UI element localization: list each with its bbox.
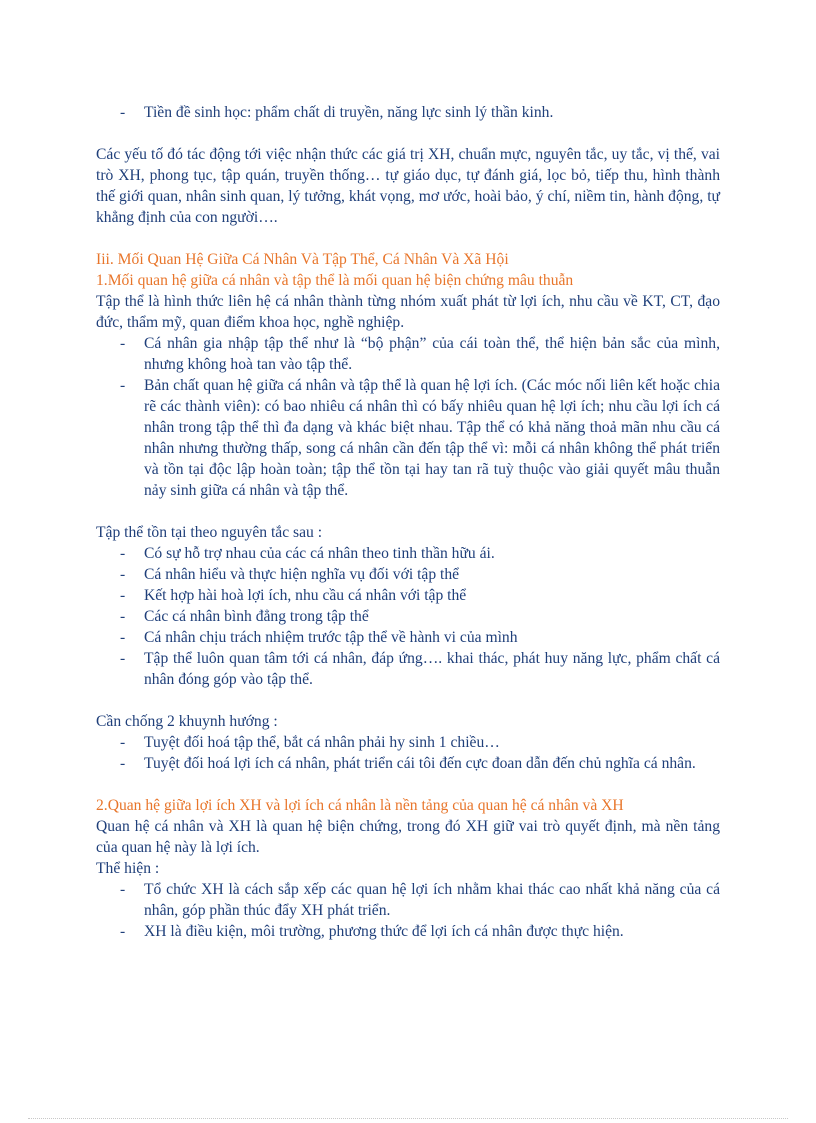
list-item-text: Tiền đề sinh học: phẩm chất di truyền, năng lực sinh lý thần kinh.: [144, 104, 554, 121]
list-item-text: Tuyệt đối hoá tập thể, bắt cá nhân phải hy sinh 1 chiều…: [144, 734, 500, 751]
list-item: [96, 648, 720, 690]
list-item: [96, 375, 720, 501]
list-item-text: Cá nhân hiểu và thực hiện nghĩa vụ đối với tập thể: [144, 566, 460, 583]
paragraph-society-relation: Quan hệ cá nhân và XH là quan hệ biện chứng, trong đó XH giữ vai trò quyết định, mà nền tảng của quan hệ này là lợi ích.: [96, 818, 720, 856]
list-item-text: Cá nhân chịu trách nhiệm trước tập thể về hành vi của mình: [144, 629, 518, 646]
collective-bullet-list: [96, 333, 720, 501]
subsection-heading-2: 2.Quan hệ giữa lợi ích XH và lợi ích cá nhân là nền tảng của quan hệ cá nhân và XH: [96, 797, 624, 814]
list-item: [96, 102, 720, 123]
subsection-heading-1: 1.Mối quan hệ giữa cá nhân và tập thể là mối quan hệ biện chứng mâu thuẫn: [96, 272, 574, 289]
bullet-dash: -: [120, 923, 126, 940]
list-item: [96, 564, 720, 585]
avoid-bullet-list: [96, 732, 720, 774]
bullet-dash: -: [120, 755, 126, 772]
page-bottom-divider: [28, 1118, 788, 1119]
list-item: [96, 753, 720, 774]
list-item-text: Tuyệt đối hoá lợi ích cá nhân, phát triển cái tôi đến cực đoan dẫn đến chủ nghĩa cá nhân.: [144, 755, 696, 772]
list-item: [96, 606, 720, 627]
paragraph-collective-definition: Tập thể là hình thức liên hệ cá nhân thành từng nhóm xuất phát từ lợi ích, nhu cầu về KT, CT, đạo đức, thẩm mỹ, quan điểm khoa học, nghề nghiệp.: [96, 293, 720, 331]
show-intro: Thể hiện :: [96, 860, 160, 877]
bullet-dash: -: [120, 650, 126, 667]
list-item: [96, 333, 720, 375]
list-item: [96, 879, 720, 921]
principles-intro: Tập thể tồn tại theo nguyên tắc sau :: [96, 524, 323, 541]
avoid-intro: Cần chống 2 khuynh hướng :: [96, 713, 278, 730]
bullet-dash: -: [120, 587, 126, 604]
list-item-text: XH là điều kiện, môi trường, phương thức để lợi ích cá nhân được thực hiện.: [144, 923, 624, 940]
list-item-text: Tổ chức XH là cách sắp xếp các quan hệ lợi ích nhằm khai thác cao nhất khả năng của cá nhân, góp phần thúc đẩy XH phát triển.: [144, 881, 720, 919]
bullet-dash: -: [120, 104, 126, 121]
list-item: [96, 732, 720, 753]
list-item-text: Các cá nhân bình đẳng trong tập thể: [144, 608, 369, 625]
list-item: [96, 627, 720, 648]
list-item-text: Tập thể luôn quan tâm tới cá nhân, đáp ứng…. khai thác, phát huy năng lực, phẩm chất cá nhân đóng góp vào tập thể.: [144, 650, 720, 688]
show-bullet-list: [96, 879, 720, 942]
list-item-text: Bản chất quan hệ giữa cá nhân và tập thể là quan hệ lợi ích. (Các móc nối liên kết hoặc chia rẽ các thành viên): có bao nhiêu cá nhân thì có bấy nhiêu quan hệ lợi ích; nhu cầu lợi ích cá nhân trong tập thể thì đa dạng và khác biệt nhau. Tập thể có khả năng thoả mãn nhu cầu cá nhân nhưng thường thấp, song cá nhân cần đến tập thể vì: mỗi cá nhân không thể phát triển và tồn tại độc lập hoàn toàn; tập thể tồn tại hay tan rã tuỳ thuộc vào giải quyết mâu thuẫn nảy sinh giữa cá nhân và tập thể.: [144, 377, 720, 499]
list-item-text: Cá nhân gia nhập tập thể như là “bộ phận” của cái toàn thể, thể hiện bản sắc của mình, nhưng không hoà tan vào tập thể.: [144, 335, 720, 373]
list-item: [96, 543, 720, 564]
bullet-dash: -: [120, 377, 126, 394]
intro-bullet-list: [96, 102, 720, 123]
paragraph-factors: Các yếu tố đó tác động tới việc nhận thức các giá trị XH, chuẩn mực, nguyên tắc, uy tắc, vị thế, vai trò XH, phong tục, tập quán, truyền thống… tự giáo dục, tự đánh giá, lọc bỏ, tiếp thu, hình thành thế giới quan, nhân sinh quan, lý tưởng, khát vọng, mơ ước, hoài bảo, ý chí, niềm tin, hành động, tự khẳng định của con người….: [96, 146, 720, 226]
list-item: [96, 585, 720, 606]
bullet-dash: -: [120, 734, 126, 751]
bullet-dash: -: [120, 545, 126, 562]
document-page: [96, 102, 720, 942]
bullet-dash: -: [120, 566, 126, 583]
principles-bullet-list: [96, 543, 720, 690]
bullet-dash: -: [120, 335, 126, 352]
bullet-dash: -: [120, 881, 126, 898]
list-item-text: Kết hợp hài hoà lợi ích, nhu cầu cá nhân với tập thể: [144, 587, 467, 604]
list-item-text: Có sự hỗ trợ nhau của các cá nhân theo tinh thần hữu ái.: [144, 545, 495, 562]
list-item: [96, 921, 720, 942]
bullet-dash: -: [120, 629, 126, 646]
bullet-dash: -: [120, 608, 126, 625]
section-heading: Iii. Mối Quan Hệ Giữa Cá Nhân Và Tập Thể, Cá Nhân Và Xã Hội: [96, 251, 509, 268]
